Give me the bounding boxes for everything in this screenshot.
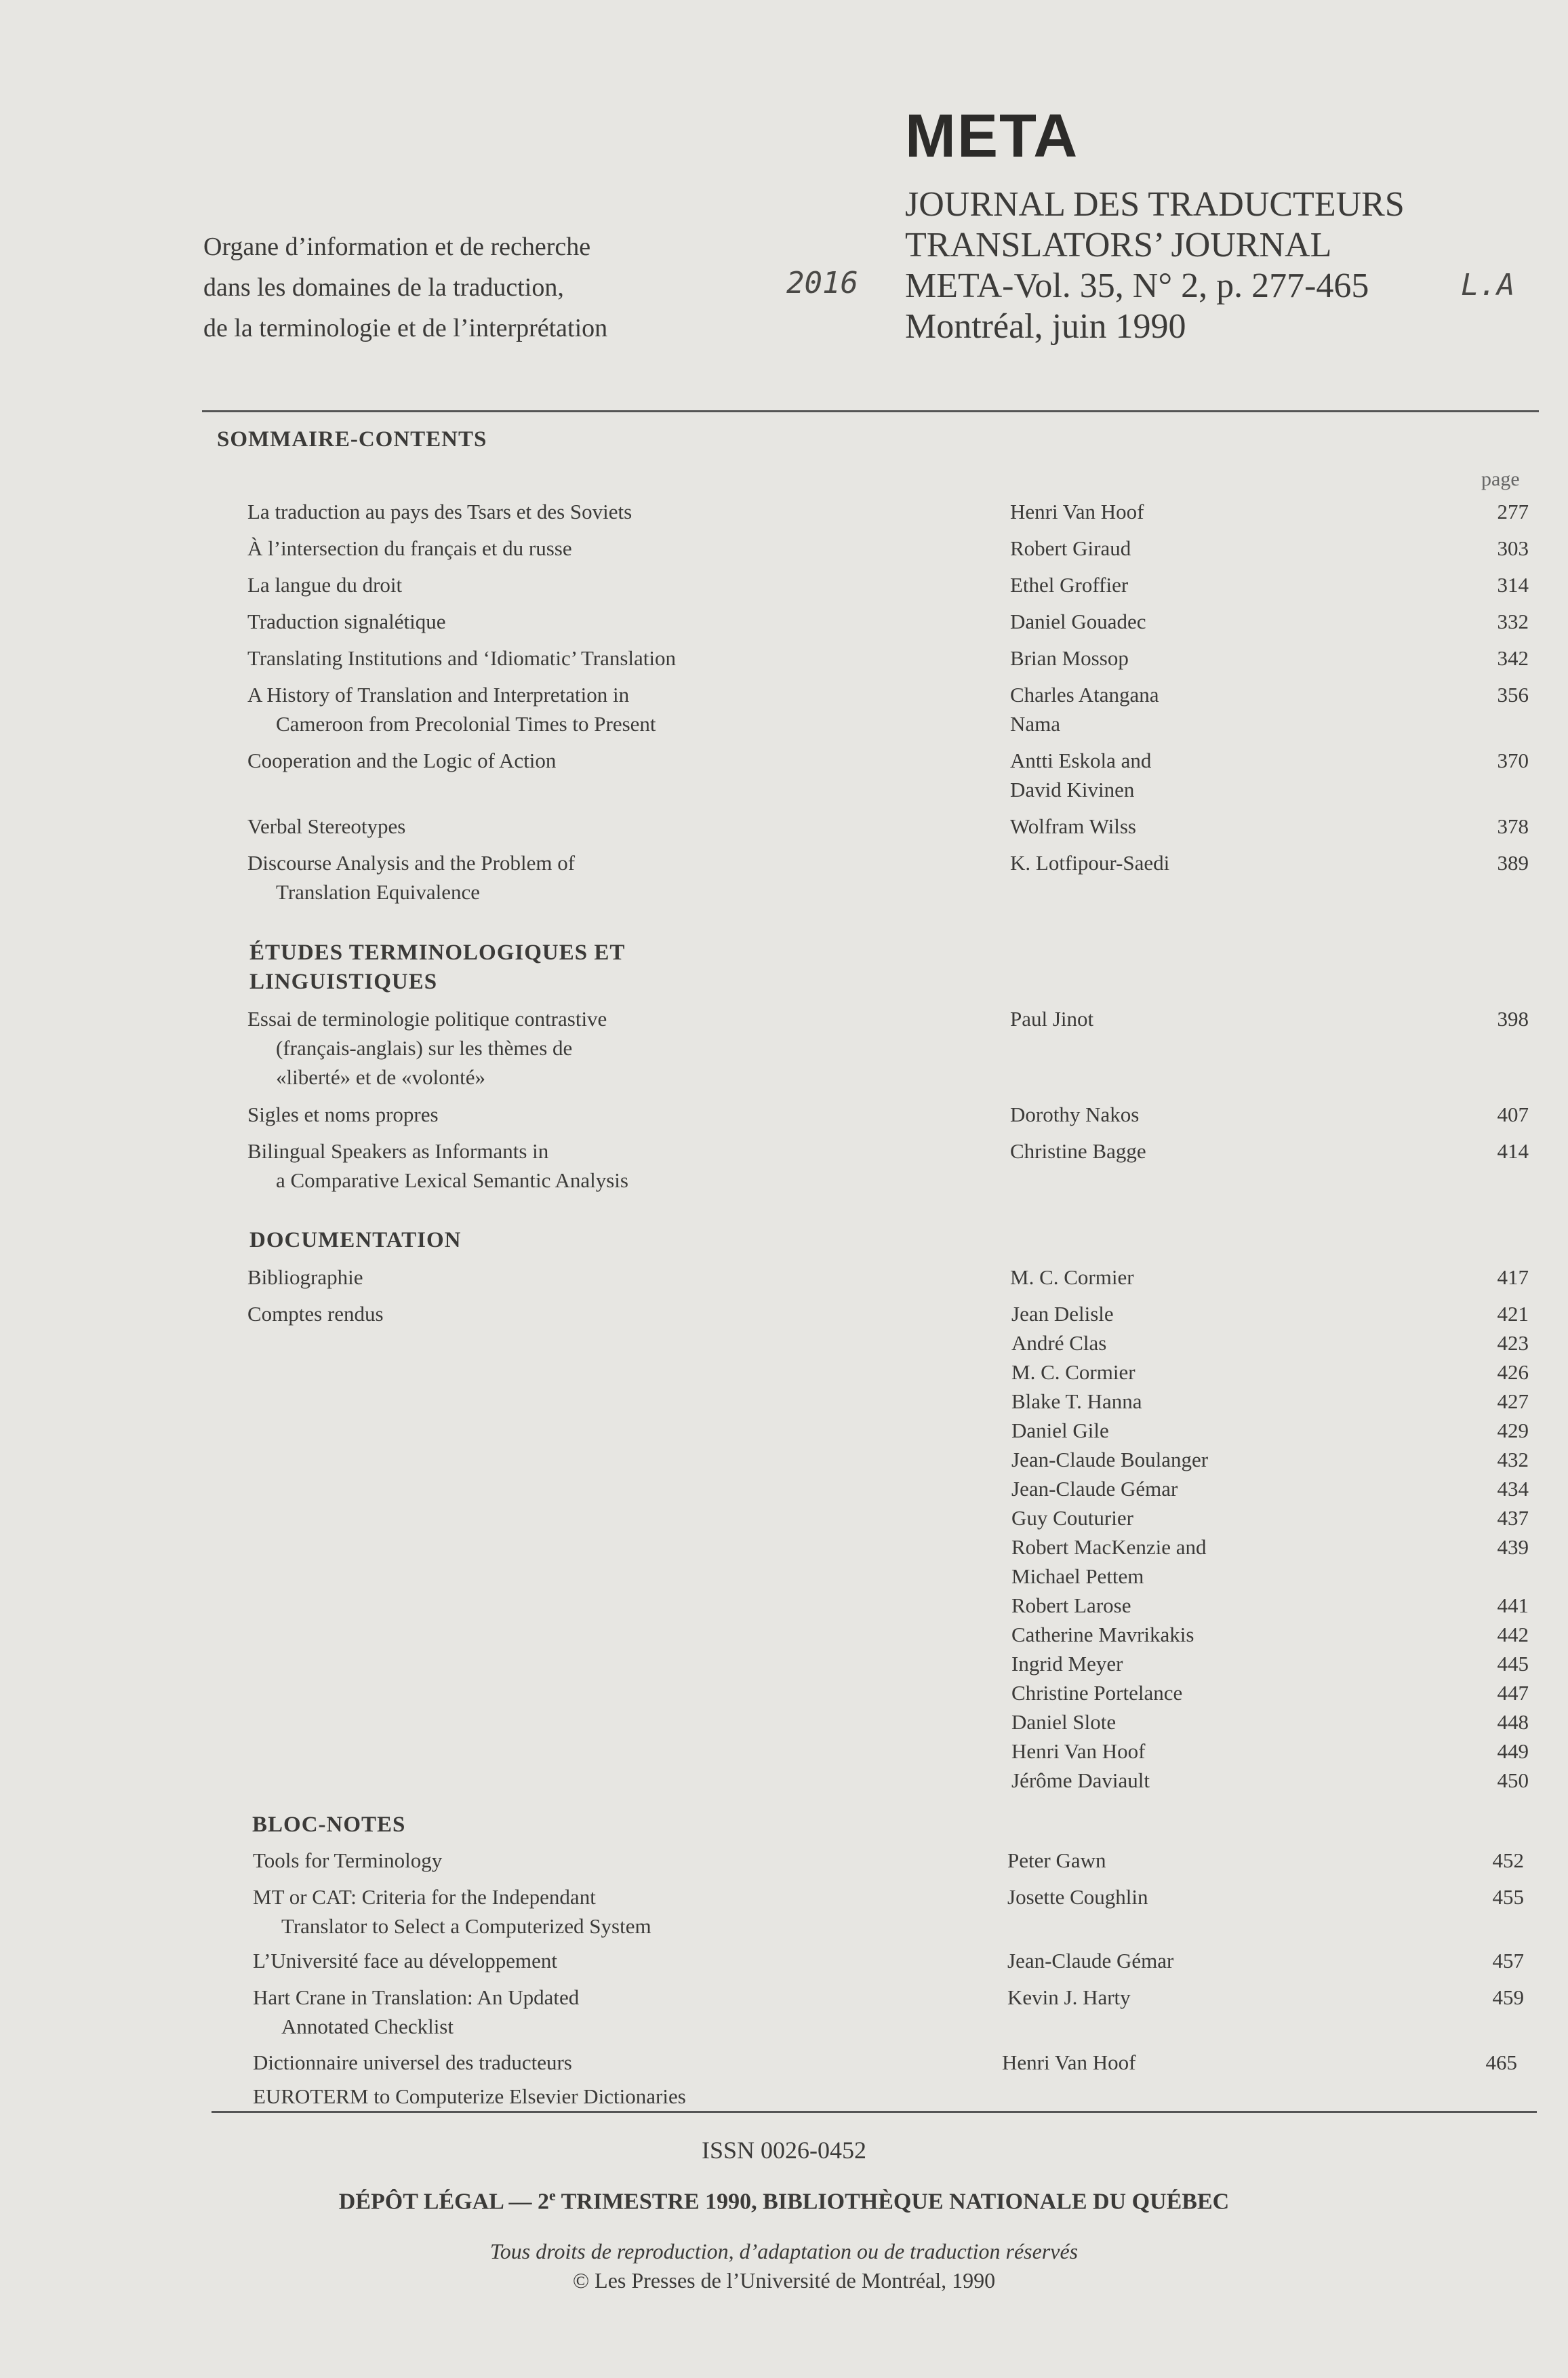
- review-author: Catherine Mavrikakis: [1011, 1623, 1194, 1646]
- toc-title: [247, 680, 959, 738]
- review-page: 448: [1497, 1710, 1529, 1734]
- toc-title-line: Annotated Checklist: [281, 2015, 454, 2038]
- review-page: 427: [1497, 1389, 1529, 1413]
- review-author: Jean Delisle: [1011, 1302, 1114, 1326]
- review-page: 434: [1497, 1477, 1529, 1501]
- toc-page: 389: [1497, 851, 1529, 875]
- toc-author: Henri Van Hoof: [1002, 2050, 1136, 2074]
- toc-title-line: A History of Translation and Interpretation in: [247, 683, 630, 707]
- rights-notice: Tous droits de reproduction, d’adaptation ou de traduction réservés: [489, 2239, 1079, 2263]
- toc-title-line: Essai de terminologie politique contrastive: [247, 1007, 607, 1031]
- review-page: 421: [1497, 1302, 1529, 1326]
- section-heading-line: ÉTUDES TERMINOLOGIQUES ET: [249, 940, 626, 965]
- toc-title: [247, 1136, 959, 1195]
- toc-page: 303: [1497, 536, 1529, 560]
- journal-volume: META-Vol. 35, N° 2, p. 277-465: [905, 266, 1369, 305]
- review-author: Daniel Gile: [1011, 1419, 1109, 1442]
- toc-title: Verbal Stereotypes: [247, 814, 406, 838]
- toc-page: 455: [1492, 1885, 1524, 1909]
- toc-page: 465: [1485, 2050, 1517, 2074]
- review-author: Jean-Claude Boulanger: [1011, 1448, 1209, 1471]
- toc-title: Comptes rendus: [247, 1302, 384, 1326]
- review-author: Jérôme Daviault: [1011, 1768, 1150, 1792]
- toc-author-line: David Kivinen: [1010, 778, 1135, 801]
- toc-author: Peter Gawn: [1007, 1848, 1106, 1872]
- depot-legal: [0, 2187, 1568, 2215]
- review-author: Ingrid Meyer: [1011, 1652, 1123, 1676]
- toc-author: Christine Bagge: [1010, 1139, 1146, 1163]
- toc-title: Bibliographie: [247, 1265, 363, 1289]
- review-page: 447: [1497, 1681, 1529, 1705]
- journal-logo: META: [905, 102, 1079, 170]
- toc-author-line: Charles Atangana: [1010, 683, 1159, 707]
- toc-author: Robert Giraud: [1010, 536, 1131, 560]
- toc-author: Josette Coughlin: [1007, 1885, 1148, 1909]
- toc-title: [247, 848, 959, 907]
- toc-title-line: Cameroon from Precolonial Times to Present: [276, 712, 656, 736]
- toc-author: Brian Mossop: [1010, 646, 1129, 670]
- toc-page: 378: [1497, 814, 1529, 838]
- review-page: 423: [1497, 1331, 1529, 1355]
- toc-title-line: (français-anglais) sur les thèmes de: [276, 1036, 573, 1060]
- review-page: 445: [1497, 1652, 1529, 1676]
- review-page: 429: [1497, 1419, 1529, 1442]
- toc-title: [247, 1004, 959, 1092]
- review-author: Robert MacKenzie and: [1011, 1535, 1207, 1559]
- handwritten-note-initials: L.A: [1461, 268, 1515, 302]
- review-author: Henri Van Hoof: [1011, 1739, 1146, 1763]
- handwritten-note-number: 2016: [786, 266, 858, 300]
- review-page: 432: [1497, 1448, 1529, 1471]
- review-page: 442: [1497, 1623, 1529, 1646]
- toc-title: À l’intersection du français et du russe: [247, 536, 572, 560]
- toc-page: 342: [1497, 646, 1529, 670]
- section-heading-etudes: [249, 938, 625, 997]
- toc-page: 417: [1497, 1265, 1529, 1289]
- toc-page: 407: [1497, 1103, 1529, 1126]
- review-author: Blake T. Hanna: [1011, 1389, 1142, 1413]
- toc-author-line: Antti Eskola and: [1010, 749, 1152, 772]
- toc-title: Dictionnaire universel des traducteurs: [253, 2050, 572, 2074]
- depot-legal-part: TRIMESTRE 1990, BIBLIOTHÈQUE NATIONALE DU QUÉBEC: [555, 2189, 1230, 2215]
- review-page: 439: [1497, 1535, 1529, 1559]
- review-page: 450: [1497, 1768, 1529, 1792]
- toc-title: Translating Institutions and ‘Idiomatic’ Translation: [247, 646, 677, 670]
- depot-legal-superscript: e: [548, 2187, 556, 2204]
- toc-author: Jean-Claude Gémar: [1007, 1949, 1174, 1973]
- toc-title: Tools for Terminology: [253, 1848, 443, 1872]
- toc-author-line: Nama: [1010, 712, 1061, 736]
- toc-author: K. Lotfipour-Saedi: [1010, 851, 1170, 875]
- organ-line-2: dans les domaines de la traduction,: [203, 273, 564, 302]
- toc-page: 398: [1497, 1007, 1529, 1031]
- toc-title: La langue du droit: [247, 573, 403, 597]
- toc-author: Ethel Groffier: [1010, 573, 1129, 597]
- journal-name-en: TRANSLATORS’ JOURNAL: [905, 226, 1332, 264]
- toc-author: Daniel Gouadec: [1010, 610, 1146, 633]
- toc-title: Sigles et noms propres: [247, 1103, 439, 1126]
- review-author: Michael Pettem: [1011, 1564, 1144, 1588]
- toc-page: 452: [1492, 1848, 1524, 1872]
- organ-line-3: de la terminologie et de l’interprétation: [203, 314, 608, 342]
- toc-author: Wolfram Wilss: [1010, 814, 1136, 838]
- toc-author: Dorothy Nakos: [1010, 1103, 1140, 1126]
- toc-title-line: Translation Equivalence: [276, 880, 481, 904]
- review-author: Christine Portelance: [1011, 1681, 1183, 1705]
- review-author: Guy Couturier: [1011, 1506, 1133, 1530]
- organ-line-1: Organe d’information et de recherche: [203, 233, 591, 261]
- review-page: 426: [1497, 1360, 1529, 1384]
- toc-title: L’Université face au développement: [253, 1949, 558, 1973]
- toc-title: [253, 1882, 965, 1941]
- toc-title-line: a Comparative Lexical Semantic Analysis: [276, 1168, 628, 1192]
- toc-page: 314: [1497, 573, 1529, 597]
- section-heading-documentation: DOCUMENTATION: [249, 1228, 462, 1252]
- toc-author: [1010, 746, 1295, 804]
- page-column-label: page: [1481, 468, 1520, 490]
- toc-title-line: MT or CAT: Criteria for the Independant: [253, 1885, 596, 1909]
- toc-author: Henri Van Hoof: [1010, 500, 1144, 523]
- toc-author: [1010, 680, 1295, 738]
- copyright-notice: © Les Presses de l’Université de Montréal, 1990: [572, 2268, 996, 2293]
- toc-page: 459: [1492, 1985, 1524, 2009]
- toc-page: 414: [1497, 1139, 1529, 1163]
- review-page: 441: [1497, 1593, 1529, 1617]
- footer-rule: [212, 2111, 1537, 2113]
- review-author: M. C. Cormier: [1011, 1360, 1135, 1384]
- toc-page: 356: [1497, 683, 1529, 707]
- review-author: André Clas: [1011, 1331, 1107, 1355]
- toc-author: Kevin J. Harty: [1007, 1985, 1131, 2009]
- toc-author: Paul Jinot: [1010, 1007, 1094, 1031]
- toc-title: EUROTERM to Computerize Elsevier Dictionaries: [253, 2084, 686, 2108]
- issn: ISSN 0026-0452: [701, 2137, 867, 2164]
- toc-title: La traduction au pays des Tsars et des Soviets: [247, 500, 632, 523]
- toc-page: 370: [1497, 749, 1529, 772]
- toc-title: [253, 1983, 965, 2041]
- toc-title: Cooperation and the Logic of Action: [247, 749, 557, 772]
- review-page: 437: [1497, 1506, 1529, 1530]
- review-author: Jean-Claude Gémar: [1011, 1477, 1178, 1501]
- depot-legal-part: DÉPÔT LÉGAL — 2: [338, 2189, 549, 2215]
- toc-page: 332: [1497, 610, 1529, 633]
- toc-title-line: Hart Crane in Translation: An Updated: [253, 1985, 580, 2009]
- review-author: Robert Larose: [1011, 1593, 1131, 1617]
- review-page: 449: [1497, 1739, 1529, 1763]
- toc-title-line: Discourse Analysis and the Problem of: [247, 851, 576, 875]
- review-author: Daniel Slote: [1011, 1710, 1117, 1734]
- journal-name-fr: JOURNAL DES TRADUCTEURS: [905, 185, 1405, 224]
- toc-title-line: «liberté» et de «volonté»: [276, 1065, 486, 1089]
- section-heading-line: LINGUISTIQUES: [249, 970, 438, 994]
- toc-title-line: Translator to Select a Computerized System: [281, 1914, 651, 1938]
- header-rule: [202, 410, 1539, 412]
- toc-author: M. C. Cormier: [1010, 1265, 1134, 1289]
- section-heading-bloc-notes: BLOC-NOTES: [252, 1812, 406, 1837]
- journal-date: Montréal, juin 1990: [905, 307, 1186, 346]
- contents-heading: SOMMAIRE-CONTENTS: [217, 427, 487, 452]
- toc-title-line: Bilingual Speakers as Informants in: [247, 1139, 549, 1163]
- toc-page: 457: [1492, 1949, 1524, 1973]
- toc-title: Traduction signalétique: [247, 610, 446, 633]
- toc-page: 277: [1497, 500, 1529, 523]
